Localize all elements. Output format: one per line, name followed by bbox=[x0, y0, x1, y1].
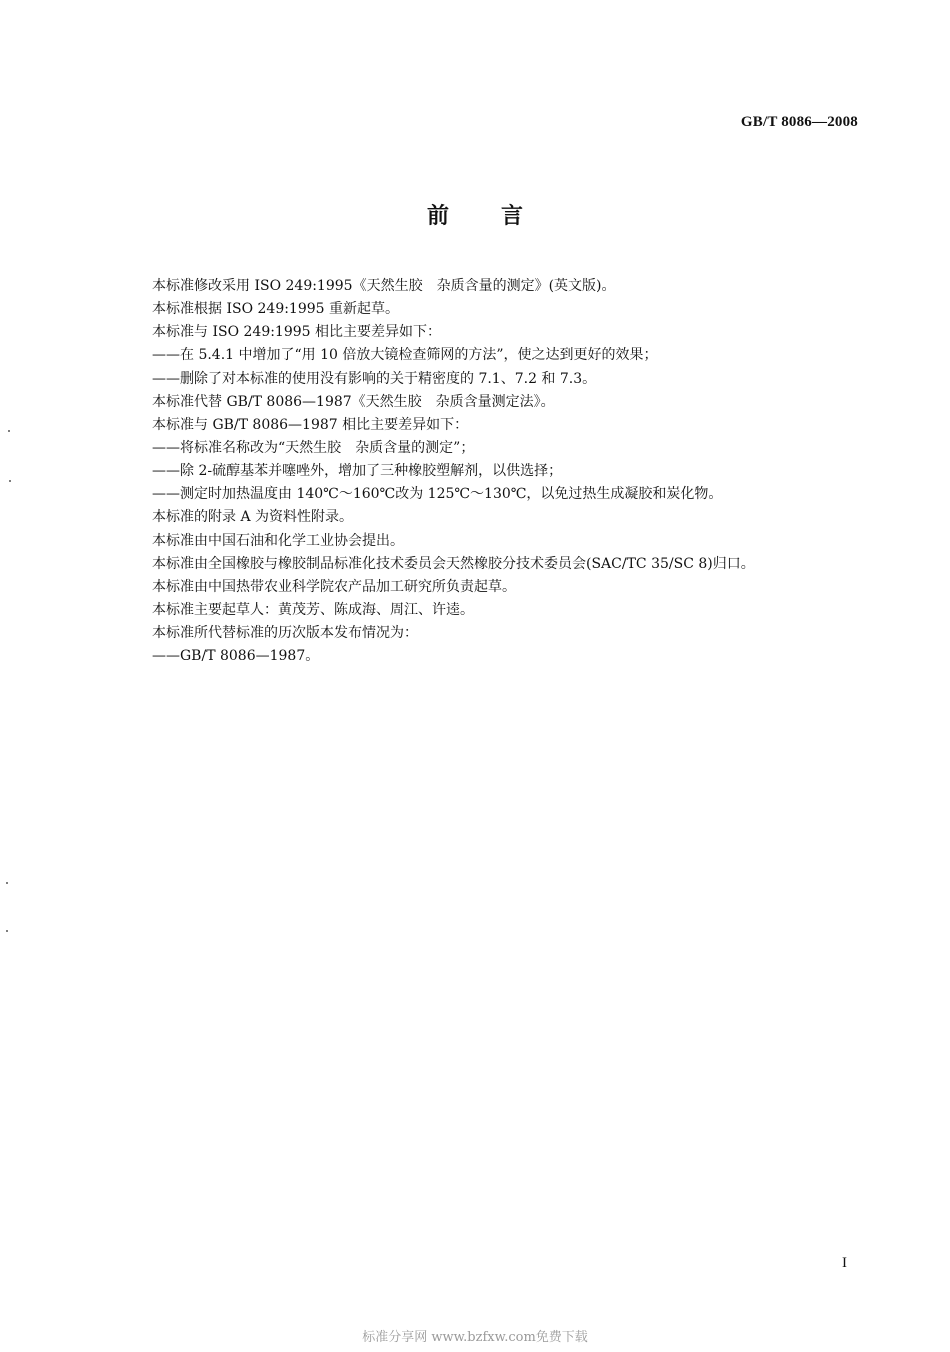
paragraph: 本标准代替 GB/T 8086—1987《天然生胶 杂质含量测定法》。 bbox=[152, 393, 555, 410]
list-item: ——在 5.4.1 中增加了“用 10 倍放大镜检查筛网的方法”，使之达到更好的效果； bbox=[152, 347, 658, 364]
paragraph: 本标准由中国热带农业科学院农产品加工研究所负责起草。 bbox=[152, 578, 516, 595]
paragraph: 本标准由中国石油和化学工业协会提出。 bbox=[152, 532, 404, 549]
page-title: 前言 bbox=[426, 204, 575, 229]
scan-speck bbox=[8, 430, 10, 432]
paragraph: 本标准主要起草人：黄茂芳、陈成海、周江、许逵。 bbox=[152, 601, 474, 618]
watermark: 标准分享网 www.bzfxw.com免费下载 bbox=[362, 1330, 588, 1345]
scan-speck bbox=[6, 882, 8, 884]
page-number: I bbox=[842, 1255, 847, 1271]
list-item: ——将标准名称改为“天然生胶 杂质含量的测定”； bbox=[152, 439, 475, 456]
paragraph: 本标准所代替标准的历次版本发布情况为： bbox=[152, 625, 418, 642]
paragraph: 本标准修改采用 ISO 249:1995《天然生胶 杂质含量的测定》(英文版)。 bbox=[152, 278, 616, 294]
list-item: ——删除了对本标准的使用没有影响的关于精密度的 7.1、7.2 和 7.3。 bbox=[152, 370, 597, 387]
standard-code: GB/T 8086—2008 bbox=[740, 114, 858, 130]
paragraph: 本标准由全国橡胶与橡胶制品标准化技术委员会天然橡胶分技术委员会(SAC/TC 35/SC 8)归口。 bbox=[152, 555, 755, 572]
paragraph: 本标准与 ISO 249:1995 相比主要差异如下： bbox=[152, 324, 442, 341]
paragraph: 本标准与 GB/T 8086—1987 相比主要差异如下： bbox=[152, 416, 469, 433]
paragraph: 本标准根据 ISO 249:1995 重新起草。 bbox=[152, 301, 400, 318]
list-item: ——测定时加热温度由 140℃～160℃改为 125℃～130℃，以免过热生成凝胶和炭化物。 bbox=[152, 486, 723, 503]
paragraph: 本标准的附录 A 为资料性附录。 bbox=[152, 509, 354, 526]
list-item: ——除 2-硫醇基苯并噻唑外，增加了三种橡胶塑解剂，以供选择； bbox=[152, 463, 563, 480]
scan-speck bbox=[6, 930, 8, 932]
foreword-body bbox=[152, 275, 862, 668]
scan-speck bbox=[9, 480, 11, 482]
list-item: ——GB/T 8086—1987。 bbox=[152, 648, 320, 665]
